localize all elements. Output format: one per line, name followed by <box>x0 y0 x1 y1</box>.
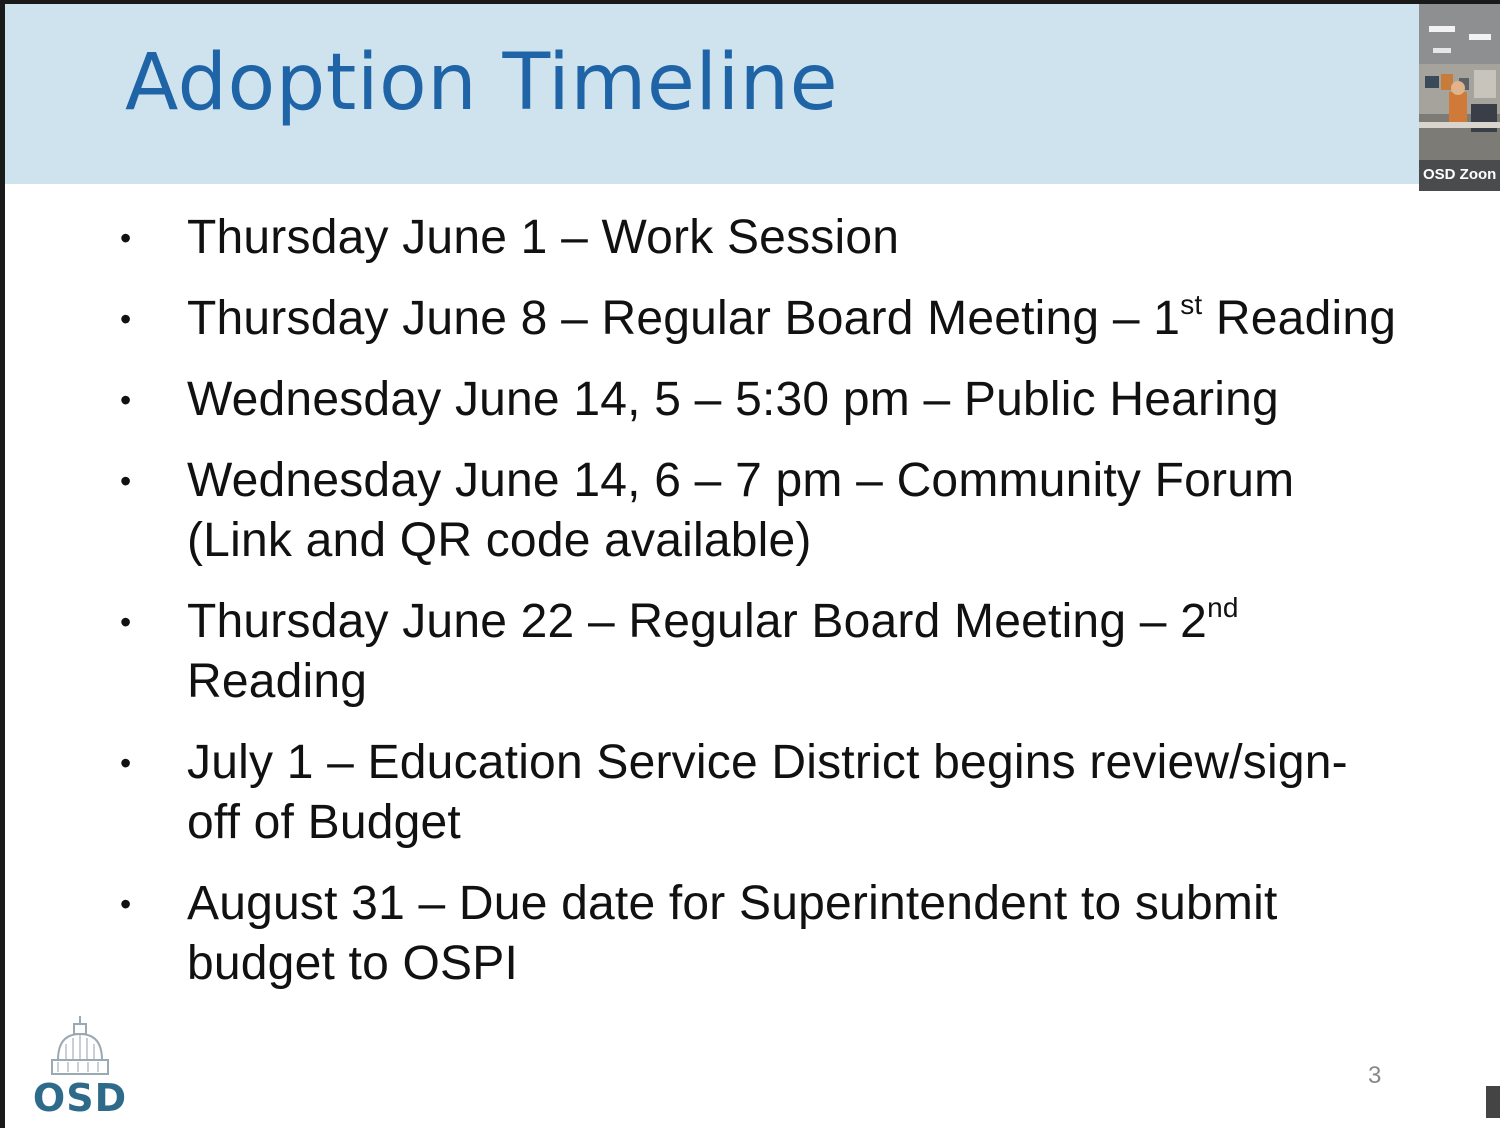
bullet-list <box>120 208 1400 1015</box>
bullet-marker: • <box>120 604 132 640</box>
bullet-marker: • <box>120 301 132 337</box>
bullet-text: Thursday June 8 – Regular Board Meeting – 1st Reading <box>187 289 1397 345</box>
list-item <box>120 208 1400 268</box>
bullet-text: Thursday June 1 – Work Session <box>187 211 900 264</box>
bullet-marker: • <box>120 745 132 781</box>
ordinal-suffix: nd <box>1207 592 1239 623</box>
capitol-dome-icon <box>28 1014 132 1084</box>
participant-video-thumbnail[interactable] <box>1419 4 1500 191</box>
bullet-text: August 31 – Due date for Superintendent to submit budget to OSPI <box>187 877 1278 990</box>
osd-logo <box>28 1014 132 1118</box>
bullet-marker: • <box>120 220 132 256</box>
bullet-text: Wednesday June 14, 6 – 7 pm – Community Forum (Link and QR code available) <box>187 454 1295 567</box>
slide-title: Adoption Timeline <box>125 38 839 128</box>
participant-name-label: OSD Zoon <box>1423 166 1497 183</box>
list-item <box>120 289 1400 349</box>
bullet-marker: • <box>120 886 132 922</box>
list-item <box>120 733 1400 853</box>
expand-control[interactable] <box>1486 1086 1500 1118</box>
title-band <box>5 4 1419 184</box>
list-item <box>120 592 1400 712</box>
room-video-image <box>1419 4 1500 191</box>
bullet-text: Thursday June 22 – Regular Board Meeting – 2nd Reading <box>187 592 1239 708</box>
bullet-text: Wednesday June 14, 5 – 5:30 pm – Public Hearing <box>187 373 1279 426</box>
list-item <box>120 451 1400 571</box>
list-item <box>120 370 1400 430</box>
bullet-text: July 1 – Education Service District begins review/sign-off of Budget <box>187 736 1348 849</box>
bullet-marker: • <box>120 463 132 499</box>
bullet-marker: • <box>120 382 132 418</box>
list-item <box>120 874 1400 994</box>
ordinal-suffix: st <box>1180 289 1203 320</box>
logo-text: OSD <box>32 1076 128 1120</box>
slide-number: 3 <box>1368 1062 1382 1089</box>
